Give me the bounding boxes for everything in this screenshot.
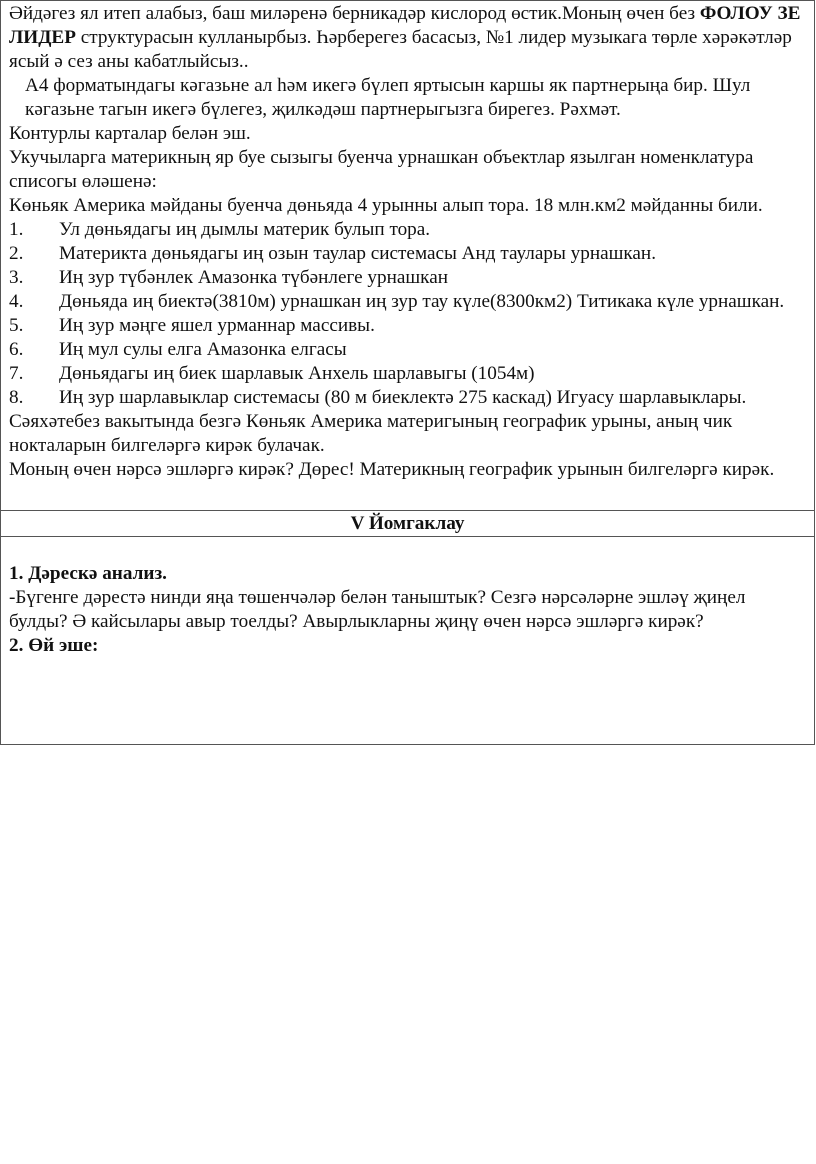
list-number: 4. <box>9 291 24 312</box>
contour-maps-line: Контурлы карталар белән эш. <box>9 123 251 144</box>
list-item <box>9 362 806 386</box>
a4-paragraph: А4 форматындагы кәгазьне ал һәм икегә бүлеп яртысын каршы як партнерыңа бир. Шул кәгазьне тагын икегә бүлегез, җилкәдәш партнерыгызга бирегез. Рәхмәт. <box>25 75 751 120</box>
area-paragraph: Көньяк Америка мәйданы буенча дөньяда 4 урынны алып тора. 18 млн.км2 мәйданны били. <box>9 195 763 216</box>
section-title: V Йомгаклау <box>1 510 814 536</box>
summary-cell <box>1 536 814 744</box>
analysis-text: -Бүгенге дәрестә нинди яңа төшенчәләр белән таныштык? Сезгә нәрсәләрне эшләү җиңел булды? Ә кайсылары авыр тоелды? Авырлыкларны җиңү өчен нәрсә эшләргә кирәк? <box>9 587 746 632</box>
analysis-heading-text: 1. Дәрескә анализ. <box>9 563 167 584</box>
list-text: Дөньядагы иң биек шарлавык Анхель шарлавыгы (1054м) <box>59 363 535 384</box>
list-item <box>9 386 806 410</box>
list-item <box>9 314 806 338</box>
list-item <box>9 218 806 242</box>
list-item <box>9 266 806 290</box>
list-item <box>9 242 806 266</box>
students-paragraph: Укучыларга материкның яр буе сызыгы буенча урнашкан объектлар язылган номенклатура списогы өләшенә: <box>9 147 754 192</box>
intro-text: Әйдәгез ял итеп алабыз, баш миләренә берникадәр кислород өстик.Моның өчен без <box>9 3 700 24</box>
homework-heading <box>9 634 806 658</box>
activity-cell <box>1 1 814 510</box>
follow-the-leader-label: ФОЛОУ ЗЕ ЛИДЕР <box>9 3 801 48</box>
list-number: 6. <box>9 339 24 360</box>
list-text: Иң мул сулы елга Амазонка елгасы <box>59 339 347 360</box>
homework-heading-text: 2. Өй эше: <box>9 635 99 656</box>
list-text: Иң зур мәңге яшел урманнар массивы. <box>59 315 375 336</box>
intro-text-cont: структурасын кулланырбыз. Һәрберегез басасыз, №1 лидер музыкага төрле хәрәкәтләр ясый ә сез аны кабатлыйсыз.. <box>9 27 792 72</box>
list-text: Дөньяда иң биектә(3810м) урнашкан иң зур тау күле(8300км2) Титикака күле урнашкан. <box>59 291 785 312</box>
list-number: 1. <box>9 219 24 240</box>
list-text: Материкта дөньядагы иң озын таулар системасы Анд таулары урнашкан. <box>59 243 657 264</box>
list-number: 5. <box>9 315 24 336</box>
list-item <box>9 290 806 314</box>
why-paragraph: Моның өчен нәрсә эшләргә кирәк? Дөрес! Материкның географик урынын билгеләргә кирәк. <box>9 459 775 480</box>
travel-paragraph: Сәяхәтебез вакытында безгә Көньяк Америка материгының географик урыны, аның чик нокталарын билгеләргә кирәк булачак. <box>9 411 733 456</box>
list-number: 3. <box>9 267 24 288</box>
list-number: 2. <box>9 243 24 264</box>
list-number: 8. <box>9 387 24 408</box>
analysis-heading <box>9 562 806 586</box>
intro-paragraph <box>9 2 806 74</box>
list-text: Ул дөньядагы иң дымлы материк булып тора. <box>59 219 431 240</box>
list-text: Иң зур түбәнлек Амазонка түбәнлеге урнашкан <box>59 267 448 288</box>
list-item <box>9 338 806 362</box>
list-number: 7. <box>9 363 24 384</box>
list-text: Иң зур шарлавыклар системасы (80 м биеклектә 275 каскад) Игуасу шарлавыклары. <box>59 387 747 408</box>
